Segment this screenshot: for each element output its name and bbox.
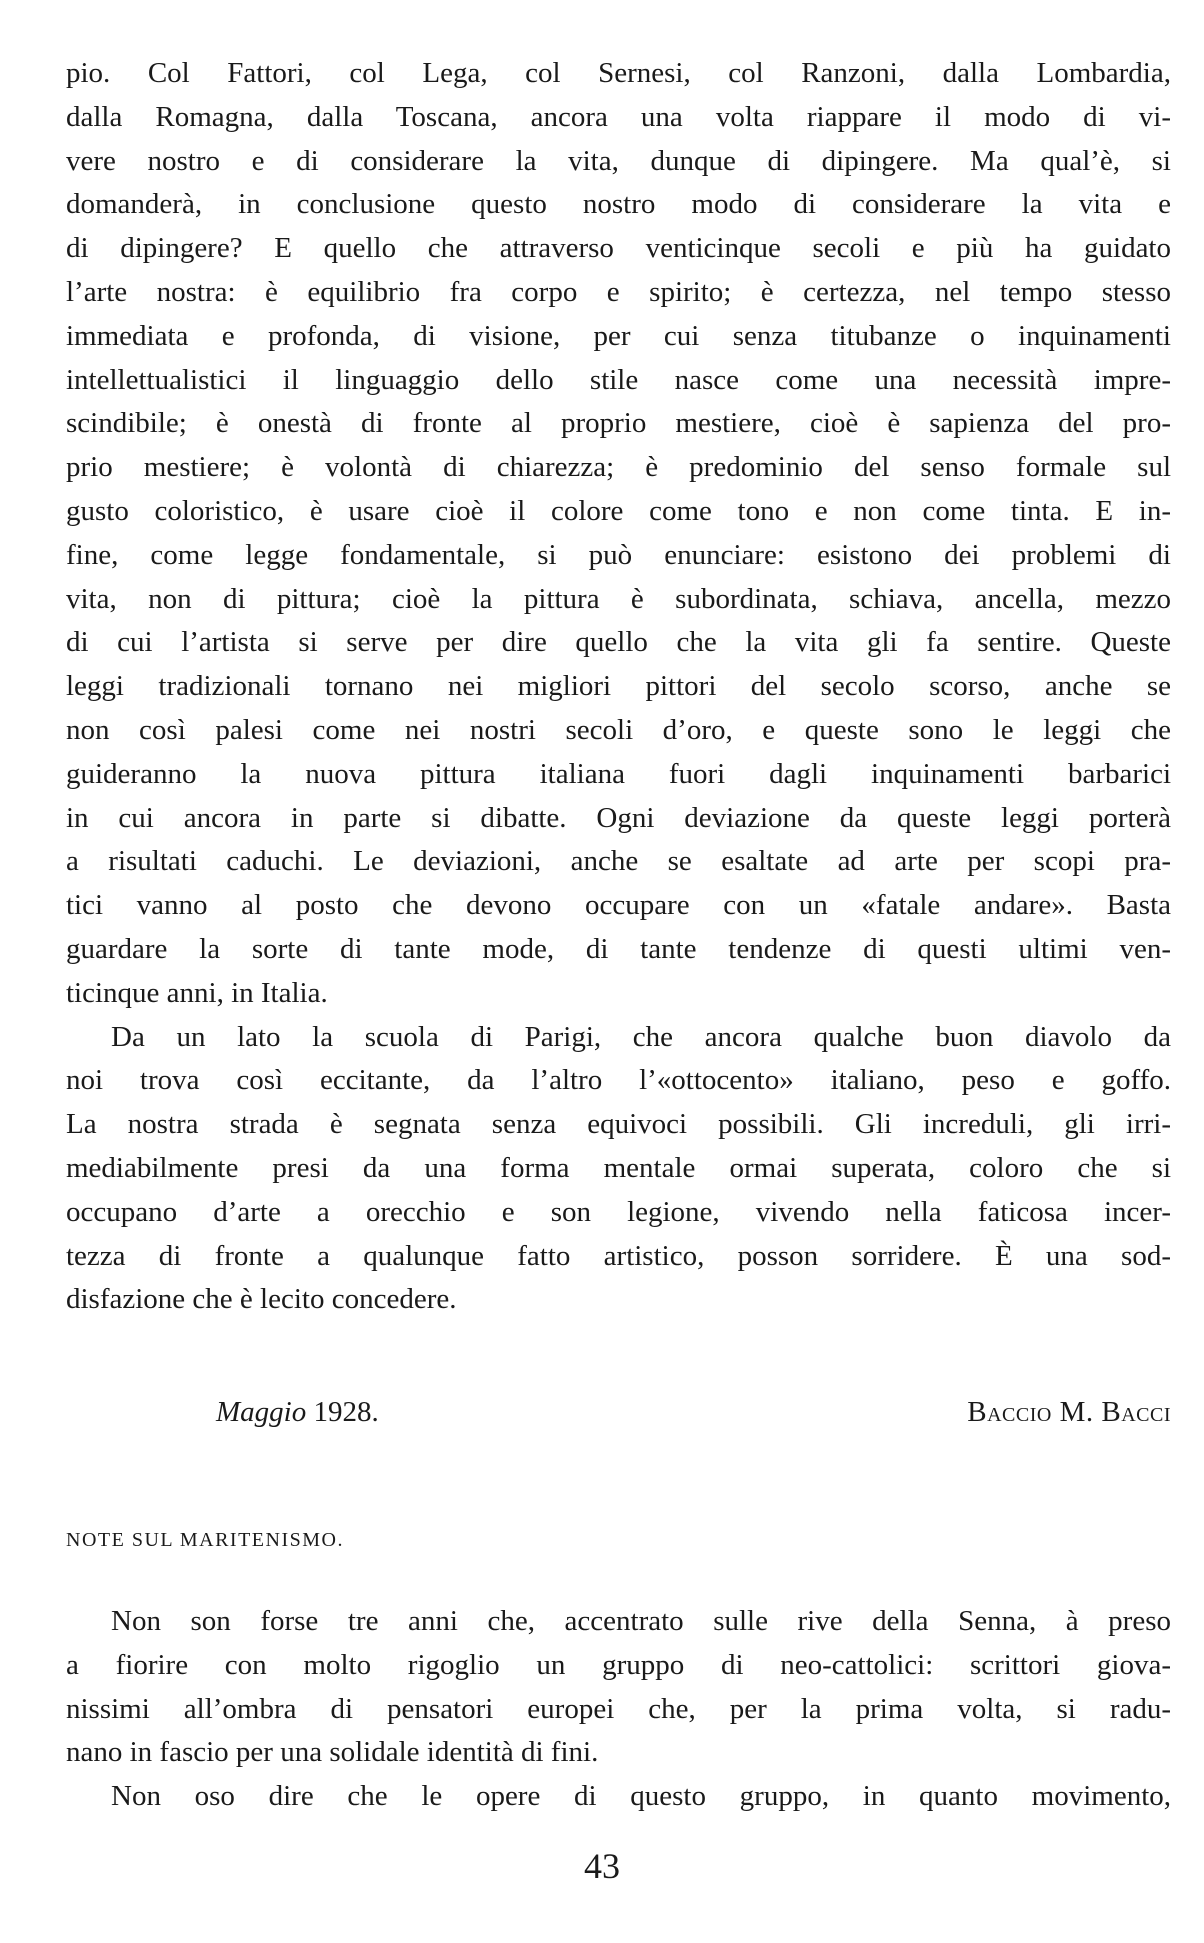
text-line: noi trova così eccitante, da l’altro l’«ottocento» italiano, peso e goffo. bbox=[66, 1064, 1171, 1097]
text-line: ticinque anni, in Italia. bbox=[66, 976, 328, 1009]
text-line: l’arte nostra: è equilibrio fra corpo e spirito; è certezza, nel tempo stesso bbox=[66, 275, 1171, 308]
article-author: Baccio M. Bacci bbox=[967, 1396, 1171, 1428]
text-line: fine, come legge fondamentale, si può enunciare: esistono dei problemi di bbox=[66, 538, 1171, 571]
article-body bbox=[66, 52, 1171, 1322]
text-line: a risultati caduchi. Le deviazioni, anche se esaltate ad arte per scopi pra- bbox=[66, 845, 1171, 878]
text-line: mediabilmente presi da una forma mentale ormai superata, coloro che si bbox=[66, 1151, 1171, 1184]
text-line: vita, non di pittura; cioè la pittura è subordinata, schiava, ancella, mezzo bbox=[66, 582, 1171, 615]
section-title: NOTE SUL MARITENISMO. bbox=[66, 1529, 344, 1551]
text-line: nissimi all’ombra di pensatori europei che, per la prima volta, si radu- bbox=[66, 1692, 1171, 1725]
text-line: intellettualistici il linguaggio dello stile nasce come una necessità impre- bbox=[66, 363, 1171, 396]
text-line: a fiorire con molto rigoglio un gruppo di neo-cattolici: scrittori giova- bbox=[66, 1648, 1171, 1681]
text-line: Non oso dire che le opere di questo gruppo, in quanto movimento, bbox=[111, 1780, 1171, 1813]
text-line: guardare la sorte di tante mode, di tante tendenze di questi ultimi ven- bbox=[66, 932, 1171, 965]
text-line: Da un lato la scuola di Parigi, che ancora qualche buon diavolo da bbox=[111, 1020, 1171, 1053]
text-line: pio. Col Fattori, col Lega, col Sernesi, col Ranzoni, dalla Lombardia, bbox=[66, 57, 1171, 89]
text-line: gusto coloristico, è usare cioè il colore come tono e non come tinta. E in- bbox=[66, 494, 1171, 527]
article-body bbox=[66, 1600, 1171, 1819]
text-line: La nostra strada è segnata senza equivoci possibili. Gli increduli, gli irri- bbox=[66, 1108, 1171, 1141]
text-line: tezza di fronte a qualunque fatto artistico, posson sorridere. È una sod- bbox=[66, 1239, 1171, 1272]
text-line: in cui ancora in parte si dibatte. Ogni deviazione da queste leggi porterà bbox=[66, 801, 1171, 834]
date-month: Maggio bbox=[216, 1396, 307, 1428]
text-line: dalla Romagna, dalla Toscana, ancora una volta riappare il modo di vi- bbox=[66, 100, 1171, 133]
text-line: tici vanno al posto che devono occupare con un «fatale andare». Basta bbox=[66, 889, 1171, 922]
text-line: non così palesi come nei nostri secoli d’oro, e queste sono le leggi che bbox=[66, 713, 1171, 746]
text-line: occupano d’arte a orecchio e son legione, vivendo nella faticosa incer- bbox=[66, 1195, 1171, 1228]
text-line: nano in fascio per una solidale identità di fini. bbox=[66, 1736, 599, 1769]
text-line: prio mestiere; è volontà di chiarezza; è predominio del senso formale sul bbox=[66, 451, 1171, 484]
text-line: guideranno la nuova pittura italiana fuori dagli inquinamenti barbarici bbox=[66, 757, 1171, 790]
text-line: leggi tradizionali tornano nei migliori pittori del secolo scorso, anche se bbox=[66, 670, 1171, 703]
article-date bbox=[216, 1396, 379, 1429]
text-line: disfazione che è lecito concedere. bbox=[66, 1283, 457, 1316]
text-line: vere nostro e di considerare la vita, dunque di dipingere. Ma qual’è, si bbox=[66, 144, 1171, 177]
text-line: immediata e profonda, di visione, per cui senza titubanze o inquinamenti bbox=[66, 319, 1171, 352]
text-line: di cui l’artista si serve per dire quello che la vita gli fa sentire. Queste bbox=[66, 626, 1171, 659]
text-line: scindibile; è onestà di fronte al proprio mestiere, cioè è sapienza del pro- bbox=[66, 407, 1171, 440]
text-line: domanderà, in conclusione questo nostro modo di considerare la vita e bbox=[66, 188, 1171, 221]
text-line: Non son forse tre anni che, accentrato sulle rive della Senna, à preso bbox=[111, 1605, 1171, 1637]
signature-row bbox=[66, 1396, 1171, 1440]
text-line: di dipingere? E quello che attraverso venticinque secoli e più ha guidato bbox=[66, 232, 1171, 265]
page-number: 43 bbox=[584, 1846, 620, 1886]
date-year: 1928. bbox=[313, 1396, 379, 1428]
